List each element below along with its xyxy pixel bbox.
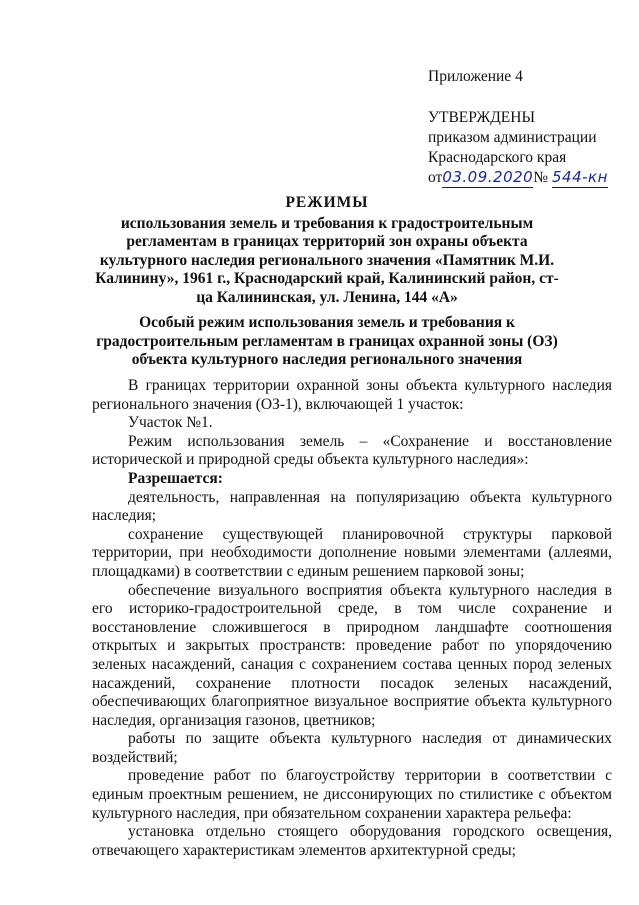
body-paragraph: Режим использования земель – «Сохранение и восстановление исторической и природной среды объекта культурного наследия»: (92, 432, 612, 469)
document-body (92, 377, 612, 860)
body-paragraph: сохранение существующей планировочной структуры парковой территории, при необходимости дополнение новыми элементами (аллеями, площадками) в соответствии с единым решением парковой зоны; (92, 525, 612, 580)
approval-block (428, 108, 608, 188)
body-paragraph: проведение работ по благоустройству территории в соответствии с единым проектным решением, не диссонирующих по стилистике с объектом культурного наследия, при обязательном сохранении характера рельефа: (92, 767, 612, 822)
order-line-2: Краснодарского края (428, 149, 567, 166)
permitted-heading: Разрешается: (128, 469, 223, 487)
body-paragraph: установка отдельно стоящего оборудования городского освещения, отвечающего характеристикам элементов архитектурной среды; (92, 823, 612, 859)
handwritten-number: 544-кн (552, 168, 608, 186)
body-paragraph: обеспечение визуального восприятия объекта культурного наследия в его историко-градостроительной среде, в том числе сохранение и восстановление сложившегося в природном ландшафте соотношения открытых и закрытых пространств: проведение работ по упорядочению зеленых насаждений, санация с сохранением состава ценных пород зеленых насаждений, сохранение плотности посадок зеленых насаждений, обеспечивающих благоприятное визуальное восприятие объекта культурного наследия, организация газонов, цветников; (92, 581, 612, 729)
title-subtitle: использования земель и требования к градостроительным регламентам в границах территорий зон охраны объекта культурного наследия регионального значения «Памятник М.И. Калинину», 1961 г., Краснодарский край, Калининский район, ст-ца Калининская, ул. Ленина, 144 «А» (95, 214, 559, 306)
approved-label: УТВЕРЖДЕНЫ (428, 109, 535, 126)
body-paragraph: Участок №1. (128, 414, 213, 432)
appendix-label: Приложение 4 (428, 68, 523, 85)
order-date-line (428, 168, 608, 188)
section-heading: Особый режим использования земель и требования к градостроительным регламентам в границах охранной зоны (ОЗ) объекта культурного наследия регионального значения (96, 314, 558, 368)
body-paragraph: деятельность, направленная на популяризацию объекта культурного наследия; (92, 488, 612, 525)
handwritten-date: 03.09.2020 (442, 168, 534, 186)
document-title (92, 194, 562, 307)
order-line-1: приказом администрации (428, 129, 597, 146)
date-prefix: от (428, 169, 443, 186)
body-paragraph: В границах территории охранной зоны объекта культурного наследия регионального значения (ОЗ-1), включающей 1 участок: (92, 377, 612, 413)
body-paragraph: работы по защите объекта культурного наследия от динамических воздействий; (92, 730, 612, 766)
title-main: РЕЖИМЫ (285, 194, 369, 211)
number-prefix: № (533, 169, 549, 186)
